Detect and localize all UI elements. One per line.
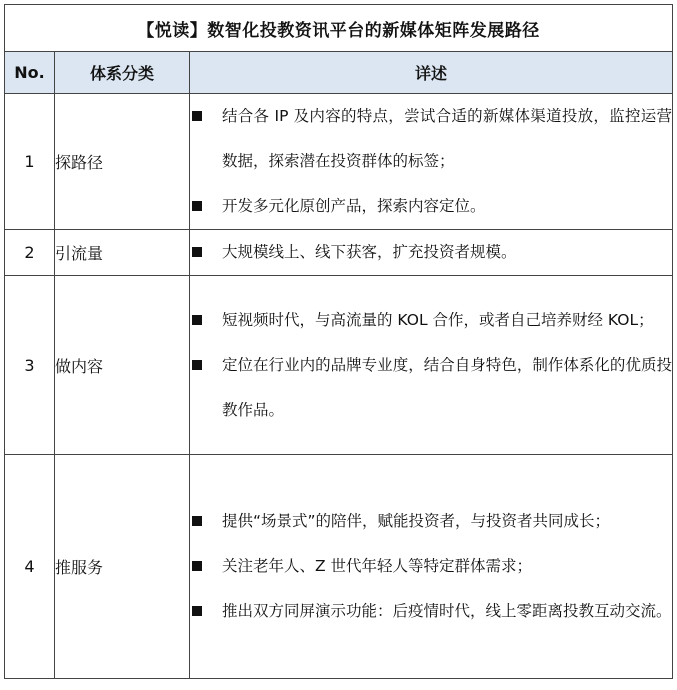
table-row: [5, 455, 673, 679]
list-item: [190, 544, 672, 589]
list-item-text: 推出双方同屏演示功能：后疫情时代，线上零距离投教互动交流。: [222, 602, 672, 620]
list-item-text: 定位在行业内的品牌专业度，结合自身特色，制作体系化的优质投教作品。: [222, 355, 672, 419]
list-item: [190, 230, 672, 275]
list-item-text: 短视频时代，与高流量的 KOL 合作，或者自己培养财经 KOL；: [222, 310, 654, 329]
row-number: 4: [5, 455, 55, 679]
row-detail: [190, 276, 673, 455]
row-category: 做内容: [55, 276, 190, 455]
row-number: 1: [5, 94, 55, 230]
row-category: 推服务: [55, 455, 190, 679]
list-item: [190, 94, 672, 184]
header-no: No.: [5, 52, 55, 94]
list-item-text: 结合各 IP 及内容的特点，尝试合适的新媒体渠道投放，监控运营数据，探索潜在投资群体的标签；: [222, 107, 672, 170]
square-bullet-icon: [192, 247, 202, 257]
row-detail: [190, 230, 673, 276]
list-item: [190, 499, 672, 544]
development-path-table: [4, 4, 673, 679]
square-bullet-icon: [192, 111, 202, 121]
header-category: 体系分类: [55, 52, 190, 94]
row-number: 2: [5, 230, 55, 276]
row-category: 引流量: [55, 230, 190, 276]
list-item-text: 提供“场景式”的陪伴，赋能投资者，与投资者共同成长；: [222, 512, 611, 530]
square-bullet-icon: [192, 516, 202, 526]
list-item-text: 大规模线上、线下获客，扩充投资者规模。: [222, 243, 517, 261]
list-item: [190, 298, 672, 343]
square-bullet-icon: [192, 606, 202, 616]
table-title: 【悦读】数智化投教资讯平台的新媒体矩阵发展路径: [5, 5, 673, 52]
list-item-text: 开发多元化原创产品，探索内容定位。: [222, 197, 486, 215]
header-detail: 详述: [190, 52, 673, 94]
row-number: 3: [5, 276, 55, 455]
row-detail: [190, 94, 673, 230]
row-detail: [190, 455, 673, 679]
square-bullet-icon: [192, 315, 202, 325]
table-row: [5, 94, 673, 230]
header-row: [5, 52, 673, 94]
list-item-text: 关注老年人、Z 世代年轻人等特定群体需求；: [222, 557, 533, 575]
square-bullet-icon: [192, 201, 202, 211]
list-item: [190, 184, 672, 229]
table-row: [5, 276, 673, 455]
list-item: [190, 343, 672, 433]
list-item: [190, 589, 672, 634]
square-bullet-icon: [192, 360, 202, 370]
table-row: [5, 230, 673, 276]
row-category: 探路径: [55, 94, 190, 230]
square-bullet-icon: [192, 561, 202, 571]
